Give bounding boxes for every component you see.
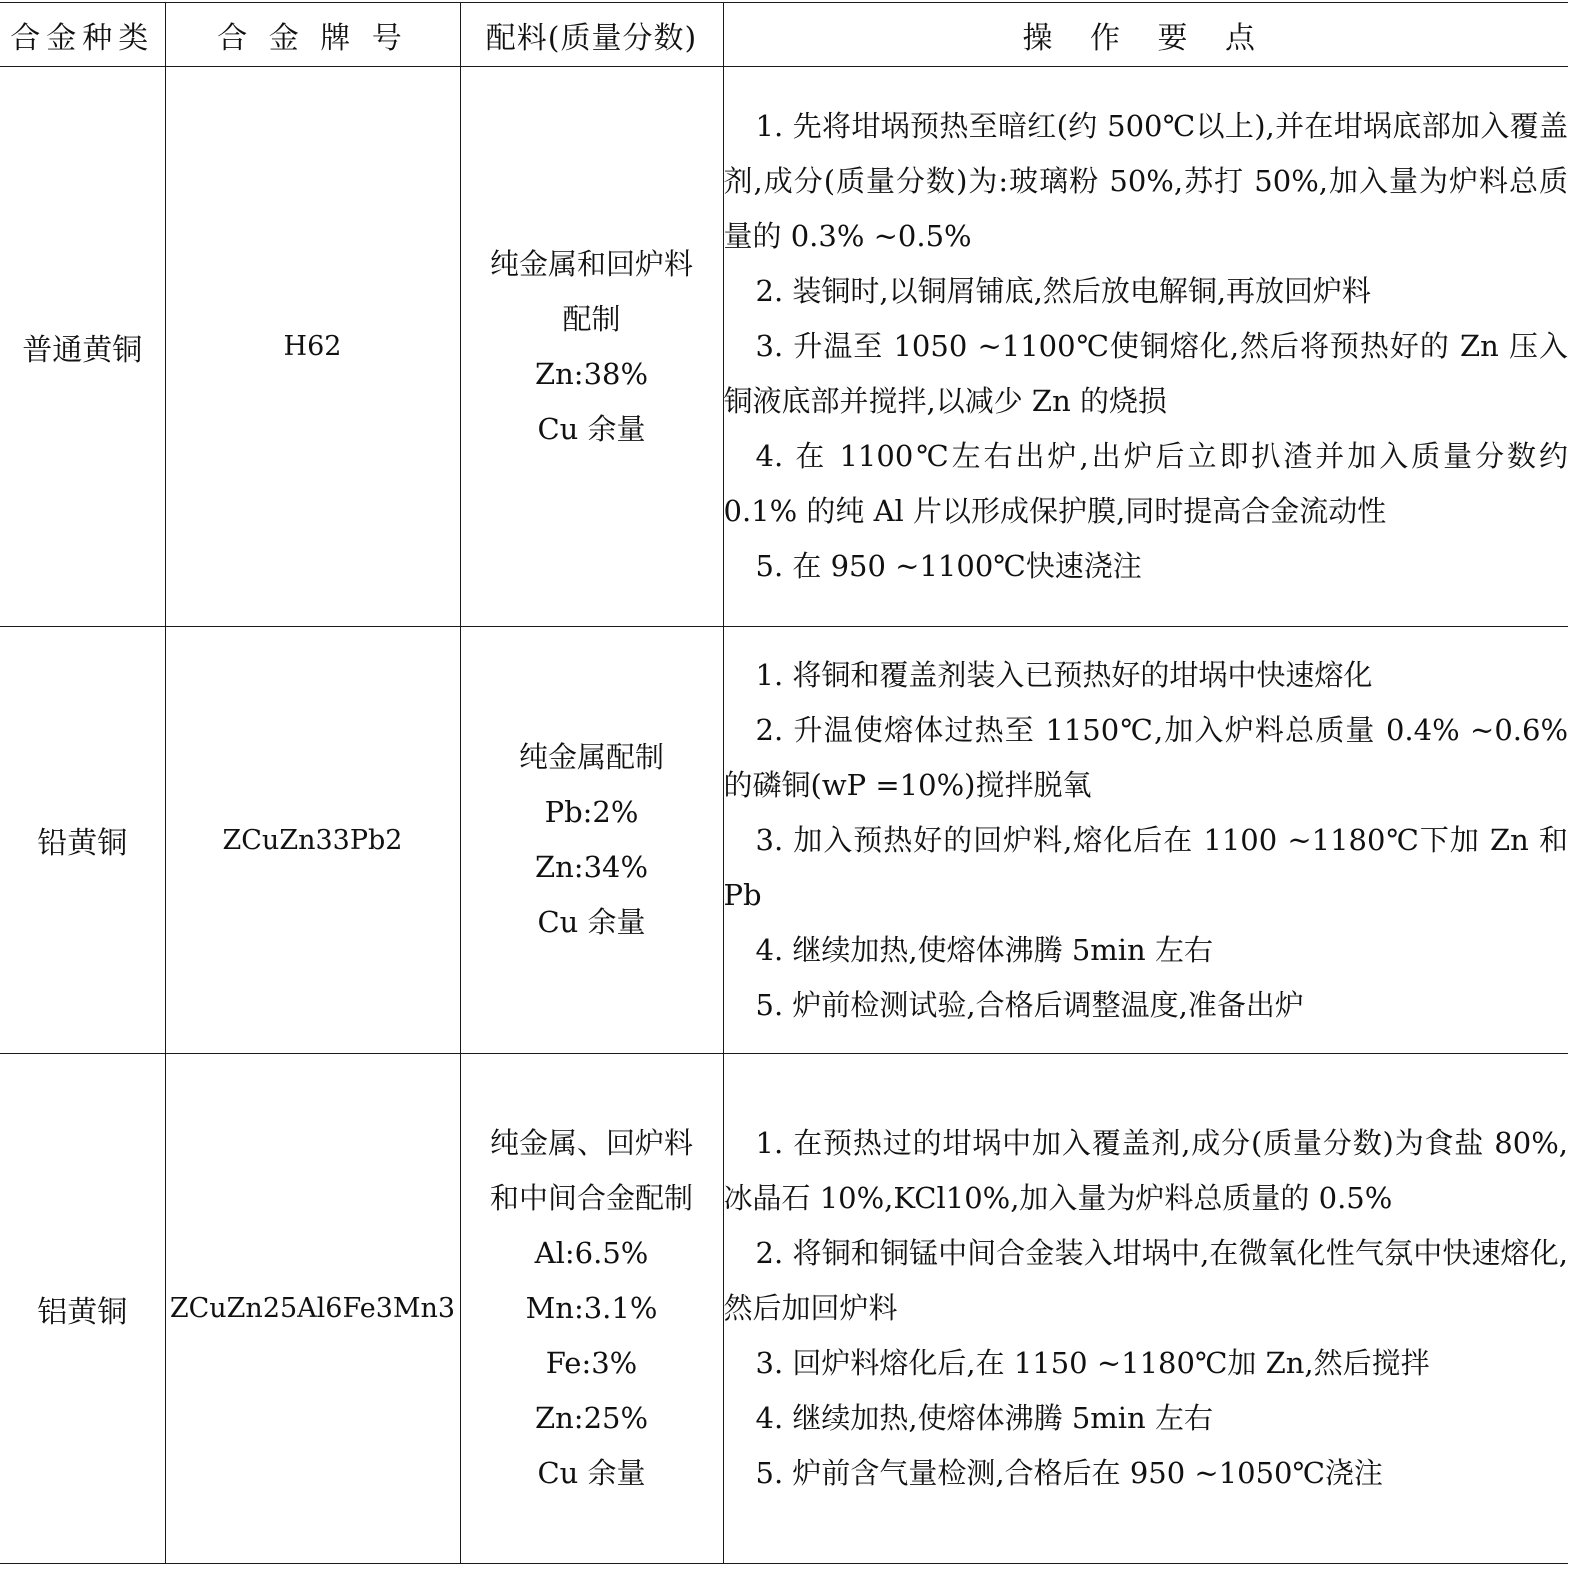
operation-step: 2. 升温使熔体过热至 1150℃,加入炉料总质量 0.4% ~0.6% 的磷铜(wP =10%)搅拌脱氧 (723, 712, 1568, 802)
material-line: Zn:38% (534, 356, 649, 391)
material-line: 纯金属和回炉料 (489, 246, 693, 281)
materials-cell (460, 67, 723, 627)
header-materials: 配料(质量分数) (460, 3, 723, 67)
alloy-grade-cell: ZCuZn25Al6Fe3Mn3 (165, 1054, 460, 1564)
material-line: Cu 余量 (537, 905, 646, 939)
operation-steps-cell (723, 67, 1568, 627)
material-line: Mn:3.1% (525, 1291, 658, 1325)
operation-step: 1. 将铜和覆盖剂装入已预热好的坩埚中快速熔化 (755, 657, 1373, 692)
material-line: Zn:25% (534, 1401, 649, 1435)
operation-step: 3. 加入预热好的回炉料,熔化后在 1100 ~1180℃下加 Zn 和 Pb (723, 822, 1568, 912)
operation-step: 4. 继续加热,使熔体沸腾 5min 左右 (755, 1401, 1213, 1435)
material-line: Fe:3% (545, 1346, 638, 1380)
operation-step: 4. 在 1100℃左右出炉,出炉后立即扒渣并加入质量分数约 0.1% 的纯 Al 片以形成保护膜,同时提高合金流动性 (723, 439, 1568, 528)
material-line: Zn:34% (534, 850, 649, 884)
alloy-grade-cell: ZCuZn33Pb2 (165, 627, 460, 1054)
header-alloy-grade: 合 金 牌 号 (165, 3, 460, 67)
table-row (0, 627, 1568, 1054)
alloy-type-cell: 普通黄铜 (0, 67, 165, 627)
material-line: Al:6.5% (534, 1236, 649, 1270)
material-line: Cu 余量 (537, 1456, 646, 1490)
material-line: 配制 (562, 301, 621, 336)
table-row (0, 1054, 1568, 1564)
operation-step: 1. 在预热过的坩埚中加入覆盖剂,成分(质量分数)为食盐 80%,冰晶石 10%,KCl10%,加入量为炉料总质量的 0.5% (723, 1126, 1568, 1215)
operation-step: 5. 炉前检测试验,合格后调整温度,准备出炉 (755, 987, 1304, 1022)
materials-cell (460, 627, 723, 1054)
operation-step: 2. 装铜时,以铜屑铺底,然后放电解铜,再放回炉料 (755, 274, 1372, 308)
alloy-type-cell: 铝黄铜 (0, 1054, 165, 1564)
material-line: 纯金属、回炉料 (489, 1126, 693, 1160)
table-row (0, 67, 1568, 627)
operation-step: 1. 先将坩埚预热至暗红(约 500℃以上),并在坩埚底部加入覆盖剂,成分(质量分数)为:玻璃粉 50%,苏打 50%,加入量为炉料总质量的 0.3% ~0.5% (723, 109, 1568, 253)
header-operation-points: 操 作 要 点 (723, 3, 1568, 67)
material-line: Cu 余量 (537, 411, 646, 446)
material-line: 和中间合金配制 (489, 1181, 693, 1215)
operation-step: 2. 将铜和铜锰中间合金装入坩埚中,在微氧化性气氛中快速熔化,然后加回炉料 (723, 1236, 1568, 1325)
operation-step: 3. 升温至 1050 ~1100℃使铜熔化,然后将预热好的 Zn 压入铜液底部并搅拌,以减少 Zn 的烧损 (723, 329, 1568, 418)
operation-steps-cell (723, 627, 1568, 1054)
operation-step: 3. 回炉料熔化后,在 1150 ~1180℃加 Zn,然后搅拌 (755, 1346, 1430, 1380)
operation-step: 4. 继续加热,使熔体沸腾 5min 左右 (755, 932, 1213, 967)
alloy-grade-cell: H62 (165, 67, 460, 627)
table-header-row (0, 3, 1568, 67)
alloy-type-cell: 铅黄铜 (0, 627, 165, 1054)
alloy-melting-table (0, 2, 1568, 1564)
materials-cell (460, 1054, 723, 1564)
header-alloy-type: 合金种类 (0, 3, 165, 67)
material-line: 纯金属配制 (518, 740, 664, 774)
operation-step: 5. 在 950 ~1100℃快速浇注 (755, 549, 1142, 583)
material-line: Pb:2% (544, 795, 639, 829)
operation-steps-cell (723, 1054, 1568, 1564)
operation-step: 5. 炉前含气量检测,合格后在 950 ~1050℃浇注 (755, 1456, 1383, 1490)
